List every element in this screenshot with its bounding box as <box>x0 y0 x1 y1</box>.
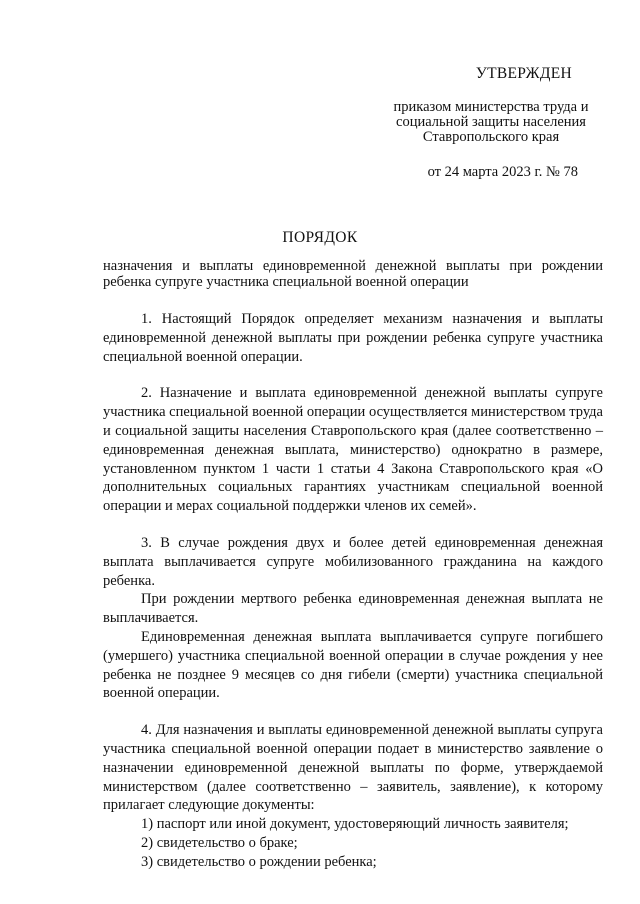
list-item-3: 3) свидетельство о рождении ребенка; <box>141 853 377 870</box>
document-subtitle: назначения и выплаты единовременной денежной выплаты при рождении ребенка супруге участника специальной военной операции <box>103 258 603 290</box>
paragraph-1: 1. Настоящий Порядок определяет механизм назначения и выплаты единовременной денежной выплаты при рождении ребенка супруге участника специальной военной операции. <box>103 311 603 365</box>
approved-by-text: приказом министерства труда и социальной защиты населения Ставропольского края <box>393 99 589 145</box>
list-item-1: 1) паспорт или иной документ, удостоверяющий личность заявителя; <box>141 816 569 833</box>
list-item-2: 2) свидетельство о браке; <box>141 834 298 851</box>
paragraph-3-stillbirth: При рождении мертвого ребенка единовременная денежная выплата не выплачивается. <box>103 591 603 627</box>
document-title: ПОРЯДОК <box>282 229 358 246</box>
document-body <box>103 310 603 872</box>
paragraph-3-deceased: Единовременная денежная выплата выплачивается супруге погибшего (умершего) участника специальной военной операции в случае рождения у нее ребенка не позднее 9 месяцев со дня гибели (смерти) участника специальной военной операции. <box>103 628 603 702</box>
paragraph-3: 3. В случае рождения двух и более детей единовременная денежная выплата выплачивается супруге мобилизованного гражданина на каждого ребенка. <box>103 534 603 589</box>
paragraph-2: 2. Назначение и выплата единовременной денежной выплаты супруге участника специальной военной операции осуществляется министерством труда и социальной защиты населения Ставропольского края (далее соответственно – единовременная денежная выплата, министерство) однократно в размере, установленном пунктом 1 части 1 статьи 4 Закона Ставропольского края «О дополнительных социальных гарантиях участникам специальной военной операции и мерах социальной поддержки членов их семей». <box>103 385 603 515</box>
paragraph-4: 4. Для назначения и выплаты единовременной денежной выплаты супруга участника специальной военной операции подает в министерство заявление о назначении единовременной денежной выплаты по форме, утверждаемой министерством (далее соответственно – заявитель, заявление), к которому прилагает следующие документы: <box>103 722 603 814</box>
approval-block <box>380 64 602 180</box>
approved-heading: УТВЕРЖДЕН <box>475 65 572 82</box>
approval-date: от 24 марта 2023 г. № 78 <box>427 164 578 180</box>
